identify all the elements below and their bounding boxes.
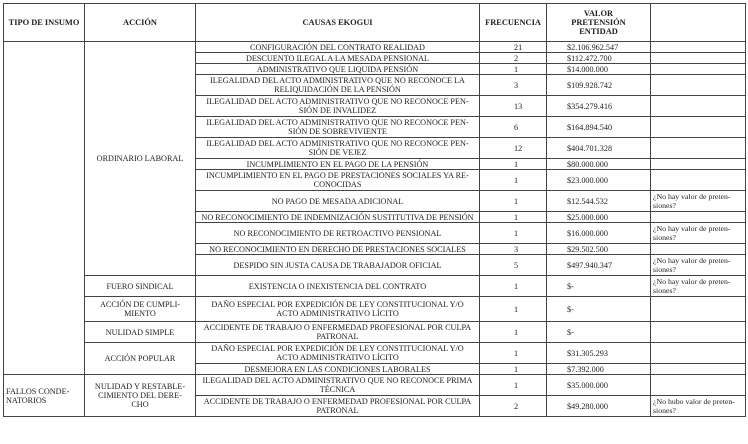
header-accion: ACCIÓN — [85, 4, 196, 42]
causa-line: RELIQUIDACIÓN DE LA PENSIÓN — [274, 85, 401, 94]
frecuencia-cell: 1 — [480, 191, 547, 212]
causa-line: PATRONAL — [316, 406, 359, 415]
nota-cell — [651, 159, 746, 170]
header-tipo: TIPO DE INSUMO — [4, 4, 85, 42]
accion-nulidad-restablecimiento — [85, 375, 196, 417]
header-row — [4, 4, 746, 42]
causa-line: CONFIGURACIÓN DEL CONTRATO REALIDAD — [250, 42, 425, 52]
nota-line: siones? — [653, 233, 676, 242]
valor-cell: $23.000.000 — [547, 170, 651, 191]
nota-cell — [651, 223, 746, 244]
nota-line: siones? — [653, 201, 676, 210]
valor-cell: $25.000.000 — [547, 212, 651, 223]
table-row — [4, 42, 746, 53]
causa-line: DESMEJORA EN LAS CONDICIONES LABORALES — [244, 364, 431, 374]
frecuencia-cell: 5 — [480, 255, 547, 276]
nota-cell — [651, 297, 746, 322]
causa-cell — [196, 375, 480, 396]
causa-cell — [196, 117, 480, 138]
valor-cell: $497.940.347 — [547, 255, 651, 276]
causa-line: DESCUENTO ILEGAL A LA MESADA PENSIONAL — [245, 53, 430, 63]
causa-line: DAÑO ESPECIAL POR EXPEDICIÓN DE LEY CONSTITUCIONAL Y/O — [211, 300, 464, 309]
nota-cell — [651, 191, 746, 212]
nota-line: siones? — [653, 286, 676, 295]
nota-cell — [651, 343, 746, 364]
valor-cell: $354.279.416 — [547, 96, 651, 117]
valor-cell: $- — [547, 297, 651, 322]
causa-cell — [196, 42, 480, 53]
valor-cell: $109.928.742 — [547, 75, 651, 96]
nota-line: ¿No hay valor de preten- — [653, 224, 731, 233]
causa-line: ADMINISTRATIVO QUE LIQUIDA PENSIÓN — [256, 64, 419, 74]
frecuencia-cell: 3 — [480, 244, 547, 255]
table-row — [4, 297, 746, 322]
accion-fuero-sindical: FUERO SINDICAL — [85, 276, 196, 297]
accion-line: ACCIÓN DE CUMPLI- — [99, 300, 181, 309]
header-valor-line: PRETENSIÓN — [571, 18, 626, 27]
table-row — [4, 343, 746, 364]
frecuencia-cell: 6 — [480, 117, 547, 138]
tipo-line: FALLOS CONDE- — [6, 386, 70, 396]
tipo-line: NATORIOS — [6, 395, 47, 405]
causa-cell — [196, 223, 480, 244]
frecuencia-cell: 1 — [480, 170, 547, 191]
valor-cell: $29.502.500 — [547, 244, 651, 255]
frecuencia-cell: 1 — [480, 223, 547, 244]
causa-cell — [196, 396, 480, 417]
valor-cell: $31.305.293 — [547, 343, 651, 364]
header-valor-line: VALOR — [583, 9, 614, 18]
valor-cell: $35.000.000 — [547, 375, 651, 396]
causa-cell — [196, 191, 480, 212]
causa-line: SIÓN DE VEJEZ — [308, 148, 367, 157]
causa-line: ILEGALIDAD DEL ACTO ADMINISTRATIVO QUE NO RECONOCE PEN- — [206, 97, 469, 106]
frecuencia-cell: 1 — [480, 64, 547, 75]
nota-line: siones? — [653, 406, 676, 415]
frecuencia-cell: 1 — [480, 159, 547, 170]
nota-line: siones? — [653, 265, 676, 274]
causa-cell — [196, 244, 480, 255]
valor-cell: $2.106.962.547 — [547, 42, 651, 53]
frecuencia-cell: 2 — [480, 396, 547, 417]
causa-cell — [196, 96, 480, 117]
causa-line: ILEGALIDAD DEL ACTO ADMINISTRATIVO QUE NO RECONOCE PEN- — [206, 118, 469, 127]
frecuencia-cell: 3 — [480, 75, 547, 96]
nota-cell — [651, 212, 746, 223]
valor-cell: $164.894.540 — [547, 117, 651, 138]
nota-cell — [651, 64, 746, 75]
valor-cell: $- — [547, 322, 651, 343]
nota-cell — [651, 138, 746, 159]
header-nota — [651, 4, 746, 42]
valor-cell: $12.544.532 — [547, 191, 651, 212]
causa-line: INCUMPLIMIENTO EN EL PAGO DE PRESTACIONES SOCIALES YA RE- — [206, 171, 469, 180]
causa-line: NO PAGO DE MESADA ADICIONAL — [271, 196, 404, 206]
accion-cumplimiento — [85, 297, 196, 322]
accion-line: NULIDAD Y RESTABLE- — [94, 382, 186, 391]
causa-line: ILEGALIDAD DEL ACTO ADMINISTRATIVO QUE NO RECONOCE LA — [210, 76, 465, 85]
frecuencia-cell: 21 — [480, 42, 547, 53]
frecuencia-cell: 1 — [480, 322, 547, 343]
nota-cell — [651, 375, 746, 396]
causa-line: TÉCNICA — [319, 385, 356, 394]
accion-ordinario-laboral: ORDINARIO LABORAL — [85, 42, 196, 276]
causa-line: SIÓN DE SOBREVIVIENTE — [288, 127, 387, 136]
nota-cell — [651, 42, 746, 53]
nota-cell — [651, 53, 746, 64]
nota-cell — [651, 322, 746, 343]
causa-cell — [196, 64, 480, 75]
causa-line: ILEGALIDAD DEL ACTO ADMINISTRATIVO QUE NO RECONOCE PEN- — [206, 139, 469, 148]
nota-line: ¿No hay valor de preten- — [653, 192, 731, 201]
causa-line: DAÑO ESPECIAL POR EXPEDICIÓN DE LEY CONSTITUCIONAL Y/O — [211, 344, 464, 353]
causa-cell — [196, 212, 480, 223]
tipo-fallos-condenatorios — [4, 375, 85, 417]
accion-line: MIENTO — [124, 309, 156, 318]
valor-cell: $- — [547, 276, 651, 297]
valor-cell: $14.000.000 — [547, 64, 651, 75]
causa-cell — [196, 138, 480, 159]
causa-line: INCUMPLIMIENTO EN EL PAGO DE LA PENSIÓN — [246, 159, 429, 169]
header-valor — [547, 4, 651, 42]
accion-popular: ACCIÓN POPULAR — [85, 343, 196, 375]
table-row — [4, 375, 746, 396]
nota-cell — [651, 276, 746, 297]
causas-table — [3, 3, 746, 417]
nota-line: ¿No hubo valor de preten- — [653, 397, 735, 406]
nota-line: ¿No hay valor de preten- — [653, 256, 731, 265]
table-row — [4, 322, 746, 343]
causa-line: SIÓN DE INVALIDEZ — [298, 106, 377, 115]
causa-line: ACTO ADMINISTRATIVO LÍCITO — [276, 309, 399, 318]
frecuencia-cell: 13 — [480, 96, 547, 117]
tipo-cell — [4, 42, 85, 375]
causa-line: PATRONAL — [316, 332, 359, 341]
causa-line: EXISTENCIA O INEXISTENCIA DEL CONTRATO — [248, 281, 427, 291]
causa-cell — [196, 75, 480, 96]
valor-cell: $16.000.000 — [547, 223, 651, 244]
causa-cell — [196, 297, 480, 322]
accion-line: CIMIENTO DEL DERE- — [98, 391, 182, 400]
accion-line: CHO — [131, 400, 149, 409]
frecuencia-cell: 1 — [480, 375, 547, 396]
nota-cell — [651, 170, 746, 191]
accion-nulidad-simple: NULIDAD SIMPLE — [85, 322, 196, 343]
causa-line: NO RECONOCIMIENTO DE INDEMNIZACIÓN SUSTITUTIVA DE PENSIÓN — [201, 212, 474, 222]
causa-line: CONOCIDAS — [313, 180, 362, 189]
causa-cell — [196, 322, 480, 343]
header-frecuencia: FRECUENCIA — [480, 4, 547, 42]
nota-cell — [651, 96, 746, 117]
frecuencia-cell: 1 — [480, 364, 547, 375]
frecuencia-cell: 1 — [480, 212, 547, 223]
nota-line: ¿No hay valor de preten- — [653, 277, 731, 286]
nota-cell — [651, 396, 746, 417]
frecuencia-cell: 1 — [480, 276, 547, 297]
nota-cell — [651, 364, 746, 375]
causa-line: ACCIDENTE DE TRABAJO O ENFERMEDAD PROFESIONAL POR CULPA — [203, 397, 472, 406]
valor-cell: $7.392.000 — [547, 364, 651, 375]
causa-line: NO RECONOCIMIENTO EN DERECHO DE PRESTACIONES SOCIALES — [209, 244, 466, 254]
frecuencia-cell: 2 — [480, 53, 547, 64]
causa-line: DESPIDO SIN JUSTA CAUSA DE TRABAJADOR OFICIAL — [233, 260, 442, 270]
causa-line: NO RECONOCIMIENTO DE RETROACTIVO PENSIONAL — [233, 228, 442, 238]
nota-cell — [651, 255, 746, 276]
valor-cell: $404.701.328 — [547, 138, 651, 159]
causa-cell — [196, 255, 480, 276]
causa-cell — [196, 343, 480, 364]
nota-cell — [651, 117, 746, 138]
causa-cell — [196, 276, 480, 297]
frecuencia-cell: 1 — [480, 343, 547, 364]
nota-cell — [651, 244, 746, 255]
causa-line: ACTO ADMINISTRATIVO LÍCITO — [276, 353, 399, 362]
header-causas: CAUSAS EKOGUI — [196, 4, 480, 42]
header-valor-line: ENTIDAD — [579, 27, 618, 36]
causa-cell — [196, 53, 480, 64]
causa-cell — [196, 364, 480, 375]
causa-cell — [196, 159, 480, 170]
valor-cell: $49.280.000 — [547, 396, 651, 417]
causa-cell — [196, 170, 480, 191]
valor-cell: $80.000.000 — [547, 159, 651, 170]
causa-line: ILEGALIDAD DEL ACTO ADMINISTRATIVO QUE NO RECONOCE PRIMA — [202, 376, 473, 385]
table-row — [4, 276, 746, 297]
frecuencia-cell: 1 — [480, 297, 547, 322]
nota-cell — [651, 75, 746, 96]
valor-cell: $112.472.700 — [547, 53, 651, 64]
frecuencia-cell: 12 — [480, 138, 547, 159]
causa-line: ACCIDENTE DE TRABAJO O ENFERMEDAD PROFESIONAL POR CULPA — [203, 323, 472, 332]
